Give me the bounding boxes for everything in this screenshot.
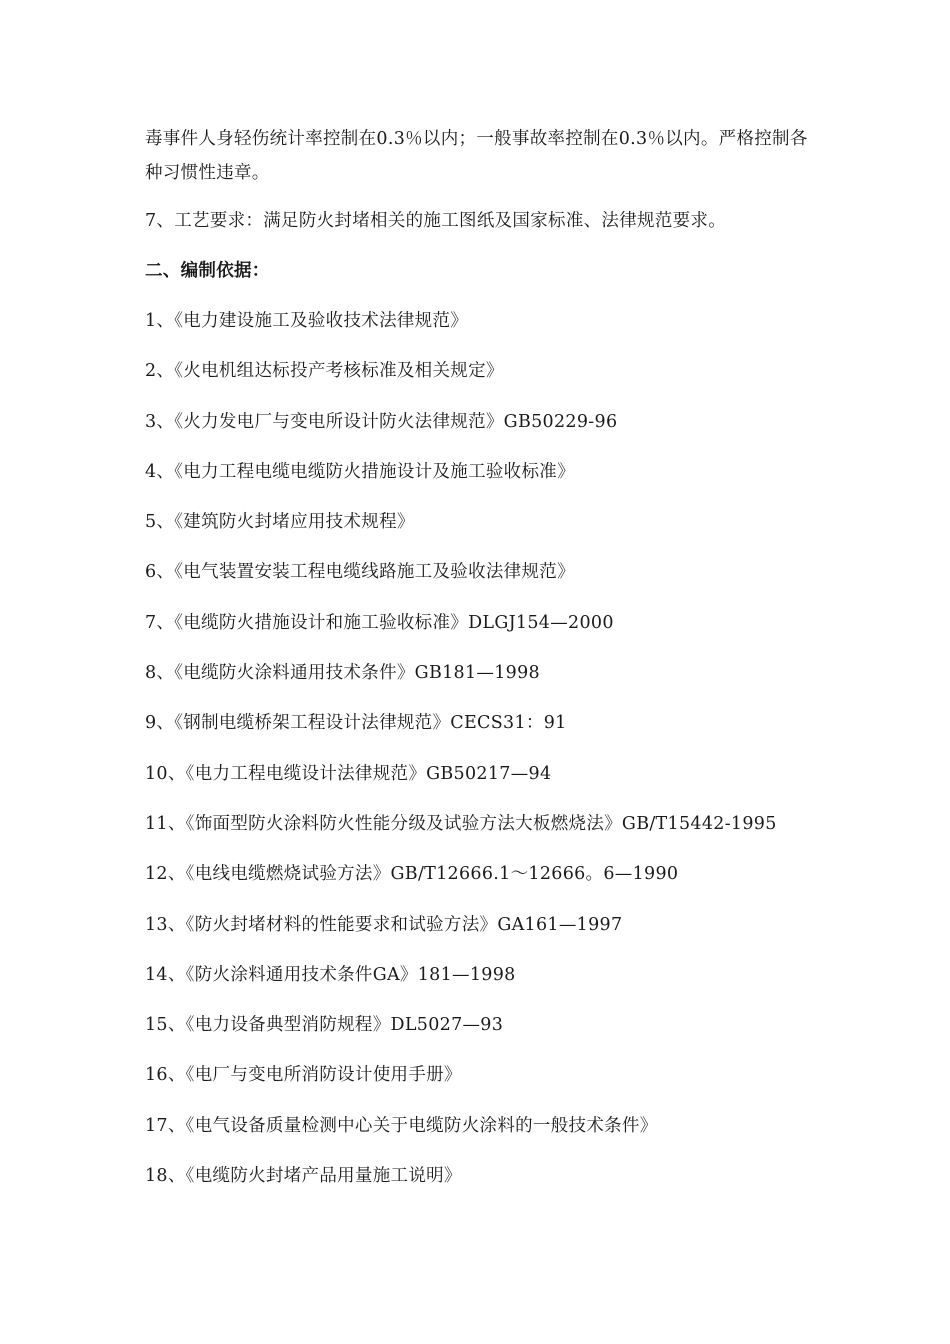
reference-item: 7、《电缆防火措施设计和施工验收标准》DLGJ154—2000 [145,612,614,633]
reference-item: 8、《电缆防火涂料通用技术条件》GB181—1998 [145,663,540,684]
reference-list [145,304,815,1209]
process-requirement: 7、工艺要求：满足防火封堵相关的施工图纸及国家标准、法律规范要求。 [145,211,727,231]
document-body [145,122,815,1209]
reference-item: 4、《电力工程电缆电缆防火措施设计及施工验收标准》 [145,461,575,482]
intro-paragraph: 毒事件人身轻伤统计率控制在0.3％以内；一般事故率控制在0.3％以内。严格控制各种习惯性违章。 [145,129,808,183]
reference-item: 18、《电缆防火封堵产品用量施工说明》 [145,1166,462,1187]
reference-item: 17、《电气设备质量检测中心关于电缆防火涂料的一般技术条件》 [145,1115,658,1136]
reference-item: 11、《饰面型防火涂料防火性能分级及试验方法大板燃烧法》GB/T15442-1995 [145,813,777,834]
reference-item: 2、《火电机组达标投产考核标准及相关规定》 [145,361,504,382]
reference-item: 12、《电线电缆燃烧试验方法》GB/T12666.1～12666。6—1990 [145,864,679,885]
reference-item: 9、《钢制电缆桥架工程设计法律规范》CECS31：91 [145,713,567,734]
reference-item: 15、《电力设备典型消防规程》DL5027—93 [145,1015,504,1036]
reference-item: 6、《电气装置安装工程电缆线路施工及验收法律规范》 [145,562,575,583]
reference-item: 16、《电厂与变电所消防设计使用手册》 [145,1065,462,1086]
reference-item: 10、《电力工程电缆设计法律规范》GB50217—94 [145,763,552,784]
reference-item: 3、《火力发电厂与变电所设计防火法律规范》GB50229-96 [145,411,618,432]
section-heading: 二、编制依据： [145,261,270,281]
reference-item: 1、《电力建设施工及验收技术法律规范》 [145,311,469,331]
reference-item: 14、《防火涂料通用技术条件GA》181—1998 [145,964,516,985]
reference-item: 13、《防火封堵材料的性能要求和试验方法》GA161—1997 [145,914,623,935]
reference-item: 5、《建筑防火封堵应用技术规程》 [145,512,415,533]
